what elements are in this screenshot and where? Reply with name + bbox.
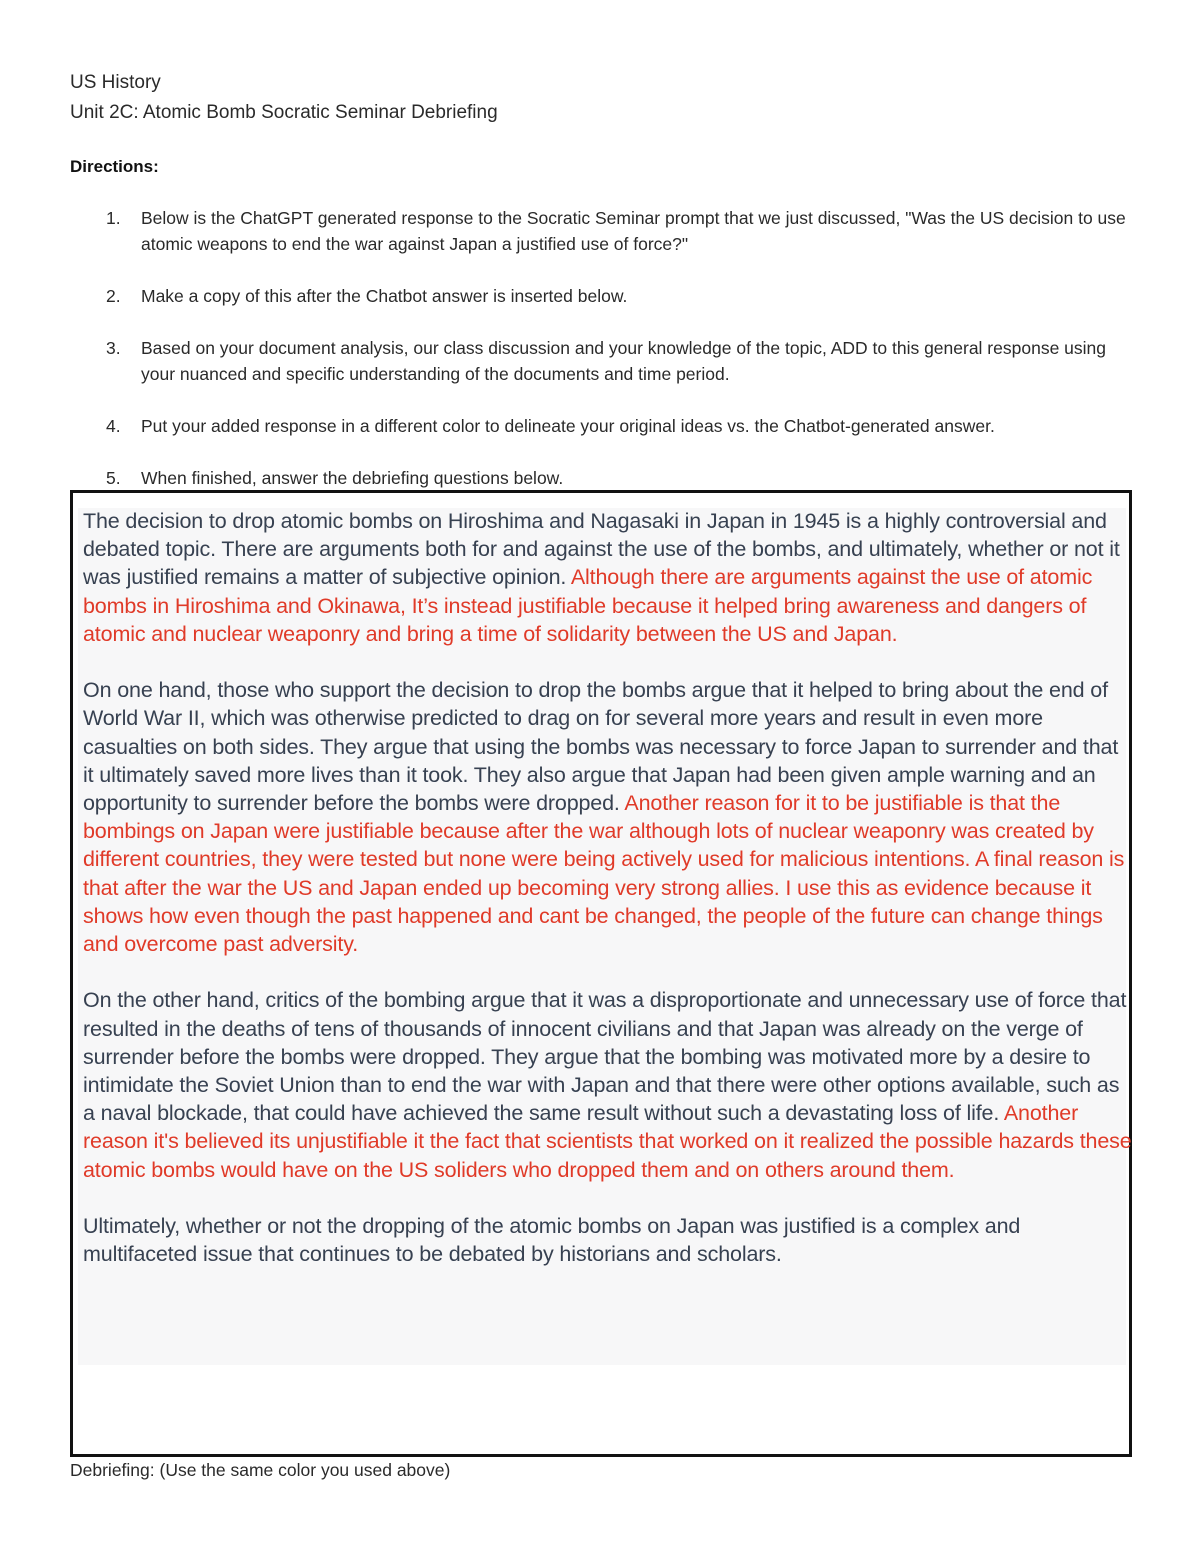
response-paragraph (83, 676, 1133, 958)
chatgpt-text: On the other hand, critics of the bombing argue that it was a disproportionate and unnecessary use of force that resulted in the deaths of tens of thousands of innocent civilians and that Japan was already on the verge of surrender before the bombs were dropped. They argue that the bombing was motivated more by a desire to intimidate the Soviet Union than to end the war with Japan and that there were other options available, such as a naval blockade, that could have achieved the same result without such a devastating loss of life. (83, 988, 1127, 1126)
list-number: 5. (106, 468, 121, 488)
student-addition: Another reason it's believed its unjustifiable it the fact that scientists that worked on it realized the possible hazards these atomic bombs would have on the US soliders who dropped them and on others around them. (83, 1101, 1132, 1182)
chatgpt-text: On one hand, those who support the decision to drop the bombs argue that it helped to bring about the end of World War II, which was otherwise predicted to drag on for several more years and result in even more casualties on both sides. They argue that using the bombs was necessary to force Japan to surrender and that it ultimately saved more lives than it took. They also argue that Japan had been given ample warning and an opportunity to surrender before the bombs were dropped. (83, 678, 1119, 816)
list-item (70, 335, 1130, 387)
list-item (70, 465, 1130, 491)
directions-list (70, 205, 1130, 491)
directions-heading: Directions: (70, 157, 159, 176)
list-item-text: Below is the ChatGPT generated response to the Socratic Seminar prompt that we just discussed, "Was the US decision to use atomic weapons to end the war against Japan a justified use of force?" (141, 208, 1126, 254)
debriefing-label: Debriefing: (Use the same color you used above) (70, 1460, 451, 1480)
list-item-text: Make a copy of this after the Chatbot answer is inserted below. (141, 286, 628, 306)
list-item (70, 283, 1130, 309)
list-number: 2. (106, 286, 121, 306)
list-item (70, 205, 1130, 257)
list-item (70, 413, 1130, 439)
unit-title: Unit 2C: Atomic Bomb Socratic Seminar Debriefing (70, 102, 498, 123)
list-number: 3. (106, 338, 121, 358)
list-item-text: Based on your document analysis, our class discussion and your knowledge of the topic, ADD to this general response using your nuanced and specific understanding of the documents and time period. (141, 338, 1106, 384)
response-box[interactable] (70, 490, 1132, 1457)
student-addition: Although there are arguments against the use of atomic bombs in Hiroshima and Okinawa, It’s instead justifiable because it helped bring awareness and dangers of atomic and nuclear weaponry and bring a time of solidarity between the US and Japan. (83, 565, 1093, 646)
response-paragraph (83, 507, 1133, 648)
chatgpt-text: The decision to drop atomic bombs on Hiroshima and Nagasaki in Japan in 1945 is a highly controversial and debated topic. There are arguments both for and against the use of the bombs, and ultimately, whether or not it was justified remains a matter of subjective opinion. (83, 509, 1120, 590)
list-number: 4. (106, 416, 121, 436)
chatgpt-text: Ultimately, whether or not the dropping of the atomic bombs on Japan was justified is a complex and multifaceted issue that continues to be debated by historians and scholars. (83, 1214, 1021, 1267)
chatgpt-response (83, 507, 1133, 1268)
student-addition: Another reason for it to be justifiable is that the bombings on Japan were justifiable because after the war although lots of nuclear weaponry was created by different countries, they were tested but none were being actively used for malicious intentions. A final reason is that after the war the US and Japan ended up becoming very strong allies. I use this as evidence because it shows how even though the past happened and cant be changed, the people of the future can change things and overcome past adversity. (83, 791, 1125, 957)
response-paragraph (83, 986, 1133, 1183)
list-item-text: Put your added response in a different color to delineate your original ideas vs. the Chatbot-generated answer. (141, 416, 995, 436)
list-item-text: When finished, answer the debriefing questions below. (141, 468, 564, 488)
response-paragraph (83, 1212, 1133, 1268)
list-number: 1. (106, 208, 121, 228)
course-title: US History (70, 72, 161, 93)
